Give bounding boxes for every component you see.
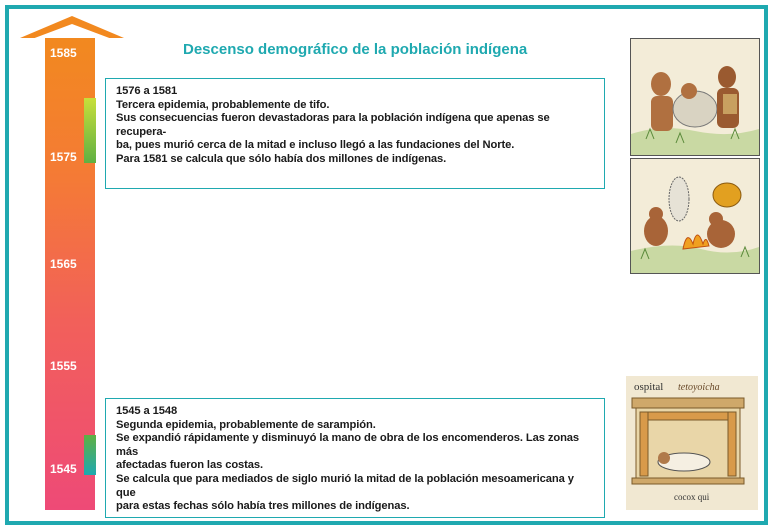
event-line: Segunda epidemia, probablemente de sarampión.: [116, 418, 376, 431]
page-title: Descenso demográfico de la población indígena: [183, 41, 528, 58]
event-line: afectadas fueron las costas.: [116, 459, 264, 472]
year-1565: 1565: [50, 257, 77, 271]
event-period: 1545 a 1548: [116, 405, 178, 417]
codex-illustration-fire: [630, 158, 760, 274]
codex-illustration-care: [630, 38, 760, 156]
timeline-arrow-inner: [32, 24, 112, 39]
event-line: Sus consecuencias fueron devastadoras para la población indígena que apenas se recupera-: [116, 112, 550, 138]
year-1585: 1585: [50, 46, 77, 60]
hospital-caption: ospital: [634, 381, 664, 393]
event-line: ba, pues murió cerca de la mitad e incluso llegó a las fundaciones del Norte.: [116, 139, 515, 152]
event-box-1545: [105, 398, 605, 518]
year-1575: 1575: [50, 150, 77, 164]
event-box-1576: [105, 78, 605, 189]
year-1555: 1555: [50, 359, 77, 373]
codex-illustration-hospital: [626, 376, 758, 510]
event-line: Tercera epidemia, probablemente de tifo.: [116, 98, 330, 111]
hospital-subcaption: cocox qui: [674, 492, 710, 502]
event-period: 1576 a 1581: [116, 85, 178, 97]
hospital-caption-script: tetoyoicha: [678, 382, 720, 393]
event-line: para estas fechas sólo había tres millones de indígenas.: [116, 500, 410, 513]
year-1545: 1545: [50, 462, 77, 476]
event-line: Para 1581 se calcula que sólo había dos millones de indígenas.: [116, 152, 447, 165]
event-line: Se calcula que para mediados de siglo murió la mitad de la población mesoamericana y que: [116, 472, 574, 499]
period-marker-1545: [84, 435, 96, 475]
event-line: Se expandió rápidamente y disminuyó la mano de obra de los encomenderos. Las zonas más: [116, 432, 580, 458]
period-marker-1576: [84, 98, 96, 163]
